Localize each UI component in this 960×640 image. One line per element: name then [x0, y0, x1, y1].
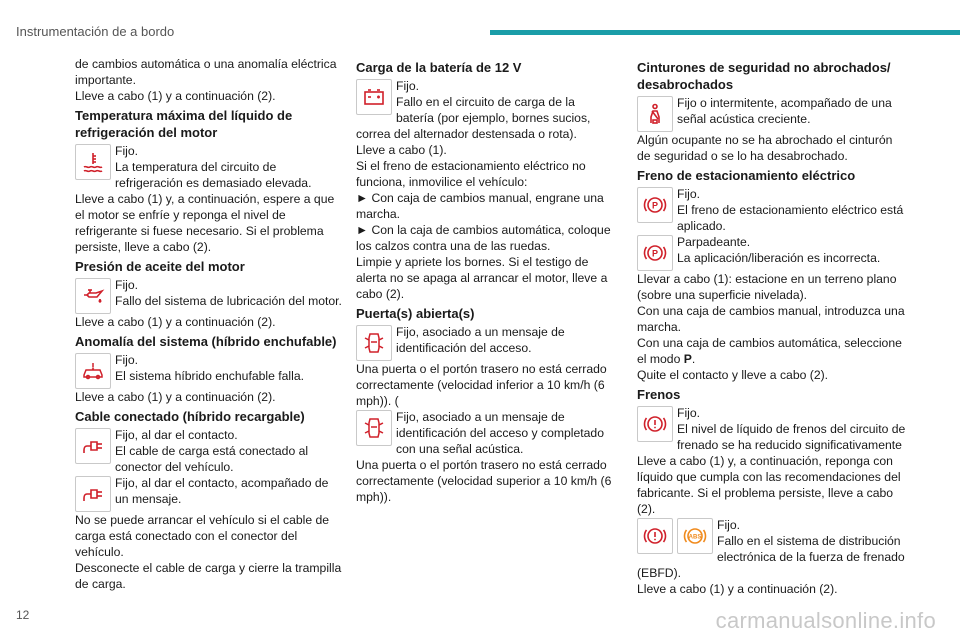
- brakes-text-1: El nivel de líquido de frenos del circuito de frenado se ha reducido significativamente: [677, 422, 906, 452]
- epb-text-6: Quite el contacto y lleve a cabo (2).: [637, 368, 829, 382]
- column-1: [75, 56, 345, 592]
- svg-text:P: P: [651, 248, 659, 259]
- epb-status-2: Parpadeante.: [677, 235, 751, 249]
- epb-text-3: Llevar a cabo (1): estacione en un terreno plano (sobre una superficie nivelada).: [637, 272, 897, 302]
- watermark: carmanualsonline.info: [715, 608, 936, 633]
- epb-text-5: Con una caja de cambios automática, seleccione el modo P.: [637, 336, 902, 366]
- doors-status-2: Fijo, asociado a un mensaje de identificación del acceso y completado con una señal acústica.: [396, 410, 604, 456]
- cable-text-1: El cable de carga está conectado al conector del vehículo.: [115, 444, 309, 474]
- brakes-status-2: Fijo.: [717, 518, 741, 532]
- doors-heading: Puerta(s) abierta(s): [356, 306, 475, 321]
- doors-text-2: Una puerta o el portón trasero no está cerrado correctamente (velocidad superior a 10 km/h (6 mph)).: [356, 458, 612, 504]
- coolant-status: Fijo.: [115, 144, 139, 158]
- epb-status-1: Fijo.: [677, 187, 701, 201]
- brakes-status-1: Fijo.: [677, 406, 701, 420]
- battery-status: Fijo.: [396, 79, 420, 93]
- intro-text-2: Lleve a cabo (1) y a continuación (2).: [75, 89, 276, 103]
- header-title: Instrumentación de a bordo: [16, 24, 175, 39]
- cable-text-2: No se puede arrancar el vehículo si el cable de carga está conectado con el conector del vehículo.: [75, 513, 330, 559]
- battery-text-4: Limpie y apriete los bornes. Si el testigo de alerta no se apaga al arrancar el motor, lleve a cabo (2).: [356, 255, 608, 301]
- coolant-temperature-icon: [75, 144, 111, 180]
- brakes-text-4: Lleve a cabo (1) y a continuación (2).: [637, 582, 838, 596]
- oil-text-2: Lleve a cabo (1) y a continuación (2).: [75, 315, 276, 329]
- parking-brake-icon: [637, 235, 673, 271]
- intro-text-1: de cambios automática o una anomalía eléctrica importante.: [75, 57, 337, 87]
- seatbelt-status: Fijo o intermitente, acompañado de una señal acústica creciente.: [677, 96, 892, 126]
- oil-pressure-icon: [75, 278, 111, 314]
- brakes-text-3: Fallo en el sistema de distribución electrónica de la fuerza de frenado (EBFD).: [637, 534, 905, 580]
- epb-text-4: Con una caja de cambios manual, introduzca una marcha.: [637, 304, 905, 334]
- parking-brake-icon: [637, 187, 673, 223]
- cable-status-1: Fijo, al dar el contacto.: [115, 428, 238, 442]
- epb-text-1: El freno de estacionamiento eléctrico está aplicado.: [677, 203, 904, 233]
- hybrid-text-1: El sistema híbrido enchufable falla.: [115, 369, 305, 383]
- doors-text-1: Una puerta o el portón trasero no está cerrado correctamente (velocidad inferior a 10 km/h (6 mph)). (: [356, 362, 607, 408]
- charging-cable-icon: [75, 476, 111, 512]
- battery-text-1: Fallo en el circuito de carga de la batería (por ejemplo, bornes sucios, correa del alternador destensada o rota).: [356, 95, 591, 141]
- seatbelt-text-1: Algún ocupante no se ha abrochado el cinturón de seguridad o se lo ha desabrochado.: [637, 133, 893, 163]
- epb-text-2: La aplicación/liberación es incorrecta.: [677, 251, 881, 265]
- door-open-icon: [356, 325, 392, 361]
- brakes-text-2: Lleve a cabo (1) y, a continuación, reponga con líquido que cumpla con las recomendaciones del fabricante. Si el problema persiste, lleve a cabo (2).: [637, 454, 901, 516]
- brakes-heading: Frenos: [637, 387, 681, 402]
- coolant-text-1: La temperatura del circuito de refrigeración es demasiado elevada.: [115, 160, 312, 190]
- battery-icon: [356, 79, 392, 115]
- cable-status-2: Fijo, al dar el contacto, acompañado de un mensaje.: [115, 476, 329, 506]
- battery-bullet-2: ► Con la caja de cambios automática, coloque los calzos contra una de las ruedas.: [356, 223, 611, 253]
- coolant-text-2: Lleve a cabo (1) y, a continuación, espere a que el motor se enfríe y reponga el nivel de refrigerante si fuese necesario. Si el problema persiste, lleve a cabo (2).: [75, 192, 335, 254]
- battery-heading: Carga de la batería de 12 V: [356, 60, 522, 75]
- column-3: [637, 56, 909, 597]
- column-2: [356, 56, 616, 505]
- seatbelt-heading: Cinturones de seguridad no abrochados/ desabrochados: [637, 60, 891, 92]
- oil-status: Fijo.: [115, 278, 139, 292]
- brake-warning-icon: [637, 518, 673, 554]
- abs-icon: [677, 518, 713, 554]
- charging-cable-icon: [75, 428, 111, 464]
- hybrid-heading: Anomalía del sistema (híbrido enchufable): [75, 334, 337, 349]
- brake-warning-icon: [637, 406, 673, 442]
- battery-bullet-1: ► Con caja de cambios manual, engrane una marcha.: [356, 191, 604, 221]
- oil-text-1: Fallo del sistema de lubricación del motor.: [115, 294, 342, 308]
- coolant-heading: Temperatura máxima del líquido de refrigeración del motor: [75, 108, 293, 140]
- svg-text:ABS: ABS: [688, 534, 702, 541]
- seatbelt-icon: [637, 96, 673, 132]
- hybrid-text-2: Lleve a cabo (1) y a continuación (2).: [75, 390, 276, 404]
- header-accent-bar: [490, 30, 960, 35]
- doors-status-1: Fijo, asociado a un mensaje de identificación del acceso.: [396, 325, 565, 355]
- hybrid-status: Fijo.: [115, 353, 139, 367]
- svg-text:P: P: [651, 200, 659, 211]
- cable-text-3: Desconecte el cable de carga y cierre la trampilla de carga.: [75, 561, 342, 591]
- door-open-icon: [356, 410, 392, 446]
- page-number: 12: [16, 608, 30, 622]
- oil-heading: Presión de aceite del motor: [75, 259, 245, 274]
- cable-heading: Cable conectado (híbrido recargable): [75, 409, 305, 424]
- battery-text-3: Si el freno de estacionamiento eléctrico no funciona, inmovilice el vehículo:: [356, 159, 586, 189]
- hybrid-system-fault-icon: [75, 353, 111, 389]
- epb-heading: Freno de estacionamiento eléctrico: [637, 168, 856, 183]
- battery-text-2: Lleve a cabo (1).: [356, 143, 447, 157]
